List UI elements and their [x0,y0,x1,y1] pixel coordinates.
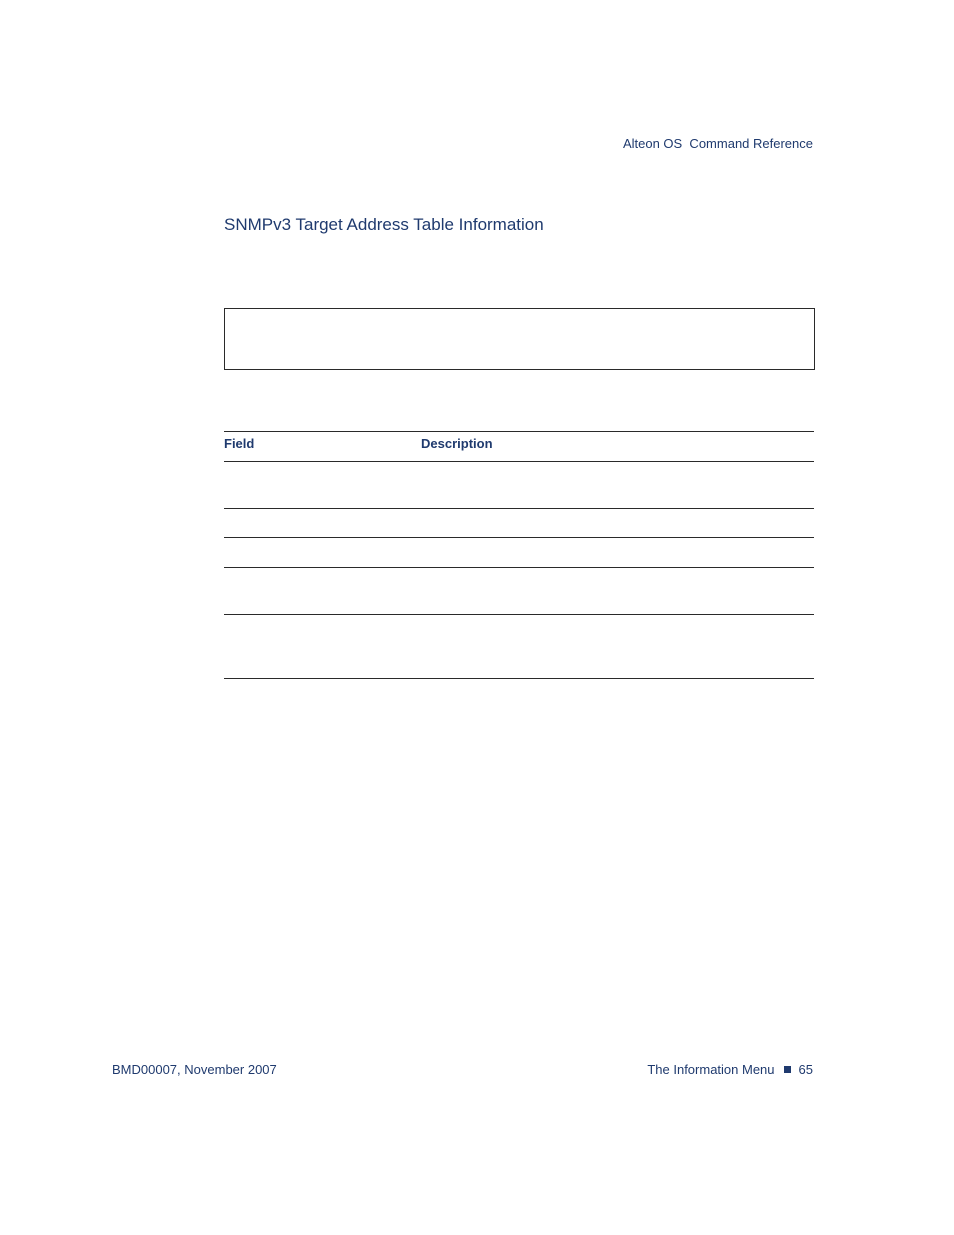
command-example-box [224,308,815,370]
table-header-row [224,431,814,462]
footer-document-id: BMD00007, November 2007 [112,1062,277,1077]
table-row [224,615,814,679]
field-description-table [224,431,814,679]
section-title: SNMPv3 Target Address Table Information [224,215,544,234]
column-header-field: Field [224,436,255,451]
footer-page-number: 65 [798,1062,813,1077]
table-row [224,509,814,538]
running-header: Alteon OS Command Reference [622,136,813,151]
column-header-description: Description [421,436,493,451]
table-row [224,568,814,615]
square-bullet-icon [784,1066,791,1073]
table-row [224,462,814,509]
footer-page-info [647,1062,813,1077]
table-row [224,538,814,568]
footer-chapter: The Information Menu [647,1062,775,1077]
